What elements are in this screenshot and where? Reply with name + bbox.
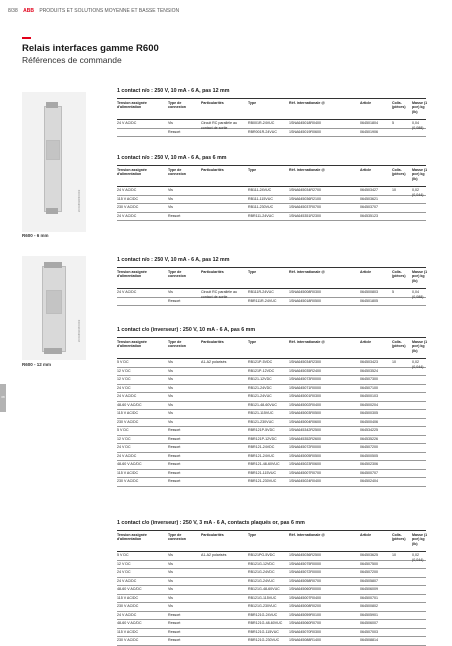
table-cell-tension: 12 V DC [117,368,131,373]
table-header [117,337,426,359]
page-header [8,8,179,14]
image-code: 2CDC891009F0002 [78,189,81,212]
column-header: Article [360,340,372,344]
table-row [117,595,426,604]
table-cell-connexion: Vis [168,561,173,566]
table-row [117,410,426,419]
table-cell-tension: 115 V AC/DC [117,629,139,634]
table-cell-part: A1-A2 polarisés [201,553,227,558]
table-cell-article: 064500204 [360,402,378,407]
column-header: Tension assignée d'alimentation [117,340,147,349]
table-cell-article: 064503524 [360,368,378,373]
table-cell-ref: 1SNA645019R0600 [289,129,321,134]
table-cell-type: RBR121-48-60VUC [248,462,280,467]
table-cell-connexion: Ressort [168,213,181,218]
table-cell-ref: 1SNA645005R0500 [289,453,321,458]
table-cell-tension: 24 V AC/DC [117,394,137,399]
header-title: PRODUITS ET SOLUTIONS MOYENNE ET BASSE TENSION [39,8,180,14]
table-cell-type: RB121G-48-60VUC [248,587,280,592]
table-cell-article: 064500305 [360,411,378,416]
table-cell-article: 064505901 [360,612,378,617]
table-cell-connexion: Ressort [168,453,181,458]
table-cell-colis: 5 [392,290,394,295]
column-header: Colis. (pièces) [392,270,406,279]
table-cell-connexion: Vis [168,377,173,382]
table-row [117,393,426,402]
table-cell-article: 064507003 [360,629,378,634]
table-cell-connexion: Vis [168,385,173,390]
table-cell-ref: 1SNA645035R2400 [289,368,321,373]
table-cell-article: 064534225 [360,428,378,433]
table-cell-tension: 24 V AC/DC [117,578,137,583]
table-cell-ref: 1SNA645075R0000 [289,561,321,566]
table-row [117,569,426,578]
table-cell-type: RB121PG-5VDC [248,553,275,558]
table-cell-type: RB111-24VUC [248,188,272,193]
table-cell-connexion: Ressort [168,629,181,634]
table-cell-connexion: Ressort [168,612,181,617]
column-header: Réf. internationale @ [289,533,325,537]
table-row [117,368,426,377]
table-cell-tension: 230 V AC/DC [117,205,139,210]
table-cell-tension: 230 V AC/DC [117,604,139,609]
table-cell-type: RBR121G-24VUC [248,612,278,617]
table-cell-masse: 0,02 (0,044) [412,188,424,197]
table-cell-connexion: Vis [168,604,173,609]
table-cell-type: RB111-230VUC [248,205,274,210]
image-code: 2CDC891015F0002 [78,319,81,342]
table-cell-connexion: Vis [168,553,173,558]
table-cell-ref: 1SNA645342R2500 [289,428,321,433]
table-cell-ref: 1SNA645034R2700 [289,188,321,193]
table-cell-connexion: Vis [168,368,173,373]
column-header: Réf. internationale @ [289,340,325,344]
table-cell-connexion: Ressort [168,428,181,433]
column-header: Type [248,101,257,105]
table-row [117,204,426,213]
table-cell-article: 064506007 [360,621,378,626]
table-cell-masse: 0,04 (0,088) [412,121,424,130]
column-header: Colis. (pièces) [392,168,406,177]
table-cell-type: RB121-230VUC [248,419,274,424]
table-cell-tension: 12 V DC [117,436,131,441]
table-cell-tension: 24 V AC/DC [117,612,137,617]
table-cell-type: RB111R-24VUC [248,290,274,295]
column-header: Masse (1 pce) kg (lb) [412,340,428,353]
table-cell-article: 064507500 [360,561,378,566]
column-header: Type de connexion [168,340,186,349]
brand-logo: ABB [23,8,34,14]
column-header: Particularités [201,270,224,274]
column-header: Type de connexion [168,101,186,110]
table-cell-ref: 1SNA645036R2500 [289,553,321,558]
table-cell-ref: 1SNA645037R0700 [289,205,321,210]
table-row [117,552,426,561]
table-cell-tension: 230 V AC/DC [117,479,139,484]
table-cell-part: Circuit RC parallèle au contact de sortie [201,121,237,130]
column-header: Type de connexion [168,270,186,279]
table-cell-type: RB121G-115VUC [248,595,277,600]
table-cell-type: RB111-115VUC [248,196,273,201]
table-cell-article: 064535226 [360,436,378,441]
column-header: Réf. internationale @ [289,270,325,274]
image-label: R600 - 6 mm [22,233,49,238]
table-cell-article: 064507200 [360,445,378,450]
table-cell-type: RB121G-230VUC [248,604,277,609]
column-header: Tension assignée d'alimentation [117,168,147,177]
table-cell-connexion: Ressort [168,638,181,643]
table-row [117,561,426,570]
table-cell-tension: 115 V AC/DC [117,470,139,475]
table-cell-connexion: Vis [168,578,173,583]
table-header [117,98,426,120]
chapter-tab: 08 [0,384,6,412]
table-cell-connexion: Ressort [168,436,181,441]
table-cell-type: RBR121-24VUC [248,453,275,458]
table-cell-tension: 115 V AC/DC [117,411,139,416]
table-cell-type: RB121-24VDC [248,385,272,390]
table-cell-connexion: Ressort [168,621,181,626]
table-cell-tension: 48-60 V AC/DC [117,621,142,626]
column-header: Tension assignée d'alimentation [117,533,147,542]
table-cell-article: 064500103 [360,394,378,399]
reference-table [117,98,426,137]
table-cell-article: 064535123 [360,213,378,218]
table-cell-type: RBR121-115VUC [248,470,277,475]
table-cell-connexion: Vis [168,587,173,592]
table-cell-ref: 1SNA645002R0400 [289,402,321,407]
table-cell-ref: 1SNA645007R0700 [289,470,321,475]
image-label: R600 - 12 mm [22,362,52,367]
section-title: 1 contact n/o : 250 V, 10 mA - 6 A, pas 6 mm [117,155,227,161]
table-cell-ref: 1SNA645072R0000 [289,445,321,450]
title-accent-bar [22,37,31,39]
table-cell-colis: 10 [392,553,396,558]
column-header: Particularités [201,101,224,105]
table-cell-type: RB121-12VDC [248,377,272,382]
table-row [117,196,426,205]
table-cell-ref: 1SNA645352R2600 [289,436,321,441]
table-cell-article: 064500505 [360,453,378,458]
table-cell-article: 064502404 [360,479,378,484]
table-row [117,603,426,612]
table-cell-type: RB121-115VUC [248,411,274,416]
table-row [117,586,426,595]
reference-table [117,165,426,221]
table-cell-ref: 1SNA645018R0500 [289,298,321,303]
table-row [117,402,426,411]
table-cell-type: RB001R-24VUC [248,121,275,126]
table-cell-type: RBR121P-5VDC [248,428,275,433]
table-cell-colis: 5 [392,121,394,126]
table-cell-connexion: Ressort [168,445,181,450]
product-image-12mm [22,256,86,360]
page-title: Relais interfaces gamme R600 [22,43,159,54]
table-cell-connexion: Vis [168,196,173,201]
column-header: Article [360,101,372,105]
table-cell-connexion: Vis [168,290,173,295]
table-row [117,444,426,453]
table-row [117,637,426,646]
table-cell-article: 064503707 [360,205,378,210]
section-title: 1 contact c/o (inverseur) : 250 V, 10 mA - 6 A, pas 6 mm [117,327,256,333]
table-cell-connexion: Ressort [168,479,181,484]
table-cell-article: 064500802 [360,604,378,609]
table-row [117,578,426,587]
table-cell-tension: 24 V AC/DC [117,290,137,295]
table-cell-masse: 0,02 (0,044) [412,553,424,562]
section-title: 1 contact n/o : 250 V, 10 mA - 6 A, pas 12 mm [117,88,230,94]
table-cell-type: RB121P-5VDC [248,360,273,365]
table-cell-article: 064508814 [360,638,378,643]
table-cell-article: 064501805 [360,298,378,303]
table-row [117,470,426,479]
page-number: 8/38 [8,8,18,14]
table-cell-ref: 1SNA645003R0500 [289,411,321,416]
table-cell-connexion: Vis [168,419,173,424]
table-cell-type: RBR111-24VUC [248,213,274,218]
table-cell-connexion: Vis [168,595,173,600]
table-row [117,376,426,385]
table-row [117,298,426,307]
table-cell-article: 064500406 [360,419,378,424]
table-cell-connexion: Ressort [168,470,181,475]
table-cell-type: RBR121G-115VUC [248,629,279,634]
table-cell-ref: 1SNA645070R0300 [289,629,321,634]
table-cell-ref: 1SNA645008R0200 [289,604,321,609]
column-header: Type [248,340,257,344]
column-header: Type [248,168,257,172]
table-cell-article: 064503621 [360,196,378,201]
table-cell-part: Circuit RC parallèle au contact de sortie [201,290,237,299]
table-header [117,165,426,187]
column-header: Article [360,168,372,172]
column-header: Article [360,533,372,537]
table-cell-article: 064503625 [360,553,378,558]
table-header [117,267,426,289]
table-cell-connexion: Vis [168,402,173,407]
table-row [117,120,426,129]
table-cell-tension: 5 V DC [117,360,129,365]
column-header: Type de connexion [168,533,186,542]
table-cell-article: 064507100 [360,385,378,390]
table-cell-ref: 1SNA645018R0400 [289,121,321,126]
table-cell-article: 064501804 [360,121,378,126]
table-row [117,612,426,621]
table-cell-type: RB121G-24VDC [248,570,275,575]
table-cell-connexion: Vis [168,360,173,365]
column-header: Masse (1 pce) kg (lb) [412,533,428,546]
table-cell-ref: 1SNA645036R2100 [289,196,321,201]
table-cell-type: RB121-24VUC [248,394,272,399]
table-cell-type: RBR001R-24VUC [248,129,277,134]
table-cell-type: RB121G-12VDC [248,561,275,566]
table-cell-article: 064503427 [360,188,378,193]
table-cell-ref: 1SNA645007R0400 [289,595,321,600]
column-header: Article [360,270,372,274]
table-cell-ref: 1SNA645088R1400 [289,638,321,643]
table-cell-connexion: Vis [168,411,173,416]
page-subtitle: Références de commande [22,55,122,65]
table-cell-ref: 1SNA645351R2300 [289,213,321,218]
table-cell-ref: 1SNA645072R0000 [289,570,321,575]
table-cell-tension: 24 V AC/DC [117,121,137,126]
table-cell-connexion: Vis [168,188,173,193]
table-cell-connexion: Ressort [168,298,181,303]
table-cell-tension: 24 V DC [117,385,131,390]
table-cell-ref: 1SNA645073R0000 [289,377,321,382]
table-cell-type: RB121G-24VUC [248,578,275,583]
reference-table [117,337,426,487]
table-cell-article: 064502306 [360,462,378,467]
column-header: Masse (1 pce) kg (lb) [412,168,428,181]
table-cell-connexion: Vis [168,570,173,575]
table-cell-ref: 1SNA645058R0700 [289,578,321,583]
table-cell-connexion: Vis [168,394,173,399]
table-cell-article: 064505807 [360,578,378,583]
column-header: Tension assignée d'alimentation [117,270,147,279]
table-cell-masse: 0,02 (0,044) [412,360,424,369]
table-row [117,213,426,222]
table-cell-connexion: Vis [168,205,173,210]
table-cell-ref: 1SNA645071R0000 [289,385,321,390]
column-header: Réf. internationale @ [289,101,325,105]
table-cell-ref: 1SNA645023R0600 [289,462,321,467]
table-row [117,187,426,196]
table-cell-type: RBR121-24VDC [248,445,275,450]
table-cell-article: 064503423 [360,360,378,365]
product-image-6mm [22,92,86,232]
table-cell-tension: 24 V AC/DC [117,213,137,218]
table-cell-tension: 115 V AC/DC [117,595,139,600]
table-cell-tension: 5 V DC [117,553,129,558]
table-row [117,620,426,629]
reference-table [117,530,426,646]
table-cell-tension: 5 V DC [117,428,129,433]
column-header: Tension assignée d'alimentation [117,101,147,110]
table-cell-tension: 24 V AC/DC [117,188,137,193]
table-cell-masse: 0,04 (0,088) [412,290,424,299]
table-cell-colis: 10 [392,188,396,193]
table-cell-article: 064501906 [360,129,378,134]
table-row [117,359,426,368]
table-cell-tension: 24 V DC [117,570,131,575]
column-header: Type de connexion [168,168,186,177]
reference-table [117,267,426,306]
table-cell-tension: 24 V AC/DC [117,453,137,458]
table-cell-tension: 48-60 V AC/DC [117,402,142,407]
table-cell-tension: 230 V AC/DC [117,419,139,424]
section-title: 1 contact c/o (inverseur) : 250 V, 3 mA - 6 A, contacts plaqués or, pas 6 mm [117,520,305,526]
table-cell-type: RBR121G-230VUC [248,638,280,643]
column-header: Particularités [201,340,224,344]
table-row [117,453,426,462]
table-cell-tension: 115 V AC/DC [117,196,139,201]
table-cell-ref: 1SNA645059R0100 [289,612,321,617]
table-cell-type: RBR121-230VUC [248,479,277,484]
table-cell-article: 064507200 [360,570,378,575]
table-row [117,129,426,138]
table-cell-connexion: Vis [168,121,173,126]
table-cell-article: 064507300 [360,377,378,382]
table-cell-colis: 10 [392,360,396,365]
table-row [117,629,426,638]
table-row [117,461,426,470]
table-cell-type: RBR111R-24VUC [248,298,277,303]
table-cell-tension: 48-60 V AC/DC [117,587,142,592]
column-header: Colis. (pièces) [392,533,406,542]
table-row [117,478,426,487]
table-cell-type: RB121P-12VDC [248,368,275,373]
table-cell-tension: 12 V DC [117,377,131,382]
table-cell-tension: 48-60 V AC/DC [117,462,142,467]
table-cell-tension: 230 V AC/DC [117,638,139,643]
table-cell-ref: 1SNA645034R2300 [289,360,321,365]
table-cell-connexion: Ressort [168,129,181,134]
table-row [117,419,426,428]
column-header: Masse (1 pce) kg (lb) [412,270,428,283]
table-cell-tension: 24 V DC [117,445,131,450]
column-header: Réf. internationale @ [289,168,325,172]
table-cell-type: RBR121G-48-60VUC [248,621,283,626]
column-header: Particularités [201,168,224,172]
table-row [117,289,426,298]
table-cell-ref: 1SNA645060R0700 [289,621,321,626]
table-cell-ref: 1SNA645024R0400 [289,479,321,484]
table-header [117,530,426,552]
column-header: Type [248,533,257,537]
column-header: Particularités [201,533,224,537]
section-title: 1 contact n/o : 250 V, 10 mA - 6 A, pas 12 mm [117,257,230,263]
column-header: Masse (1 pce) kg (lb) [412,101,428,114]
table-row [117,436,426,445]
table-cell-article: 064500707 [360,470,378,475]
table-cell-ref: 1SNA645001R0300 [289,394,321,399]
table-cell-article: 064500701 [360,595,378,600]
table-cell-article: 064500803 [360,290,378,295]
table-cell-part: A1-A2 polarisés [201,360,227,365]
table-row [117,427,426,436]
column-header: Colis. (pièces) [392,340,406,349]
table-cell-type: RBR121P-12VDC [248,436,277,441]
column-header: Colis. (pièces) [392,101,406,110]
table-row [117,385,426,394]
table-cell-type: RB121-48-60VUC [248,402,277,407]
table-cell-ref: 1SNA645004R0600 [289,419,321,424]
table-cell-ref: 1SNA645008R0300 [289,290,321,295]
table-cell-ref: 1SNA645060R0000 [289,587,321,592]
table-cell-tension: 12 V DC [117,561,131,566]
column-header: Type [248,270,257,274]
table-cell-connexion: Ressort [168,462,181,467]
table-cell-article: 064506009 [360,587,378,592]
